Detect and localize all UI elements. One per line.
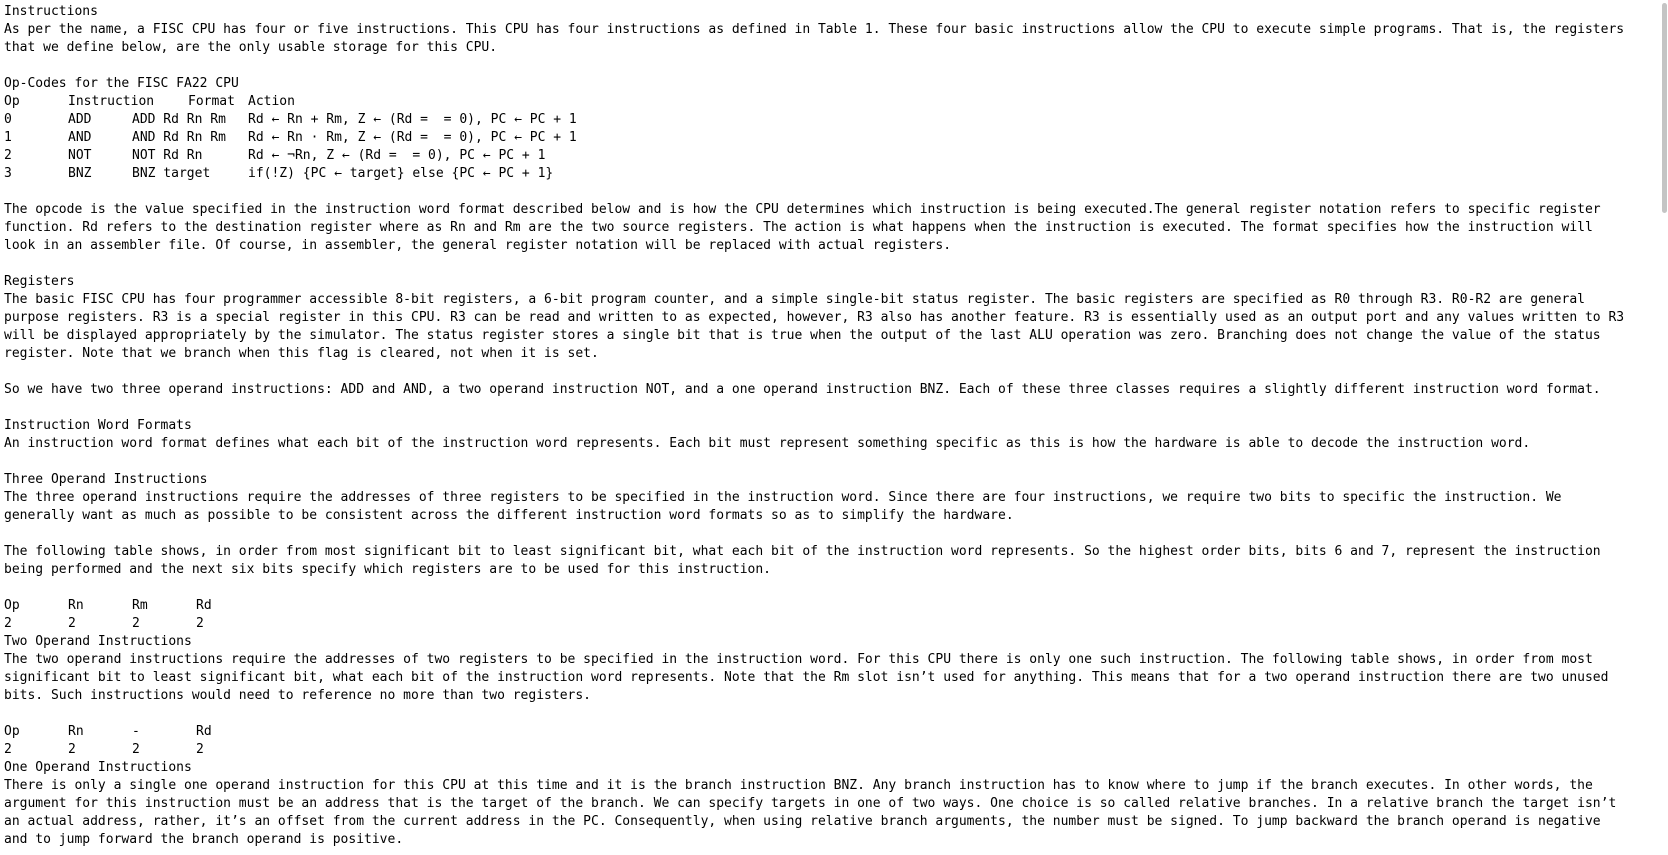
opcode-table-header xyxy=(4,93,1652,111)
blank-line xyxy=(4,255,1652,273)
blank-line xyxy=(4,183,1652,201)
opcode-paragraph-line-2: function. Rd refers to the destination register where as Rn and Rm are the two source registers. The action is what happens when the instruction is executed. The format specifies how the instruction will xyxy=(4,220,1593,235)
opcode-cell-op: 0 xyxy=(4,112,12,127)
opcode-cell-action: if(!Z) {PC ← target} else {PC ← PC + 1} xyxy=(248,166,554,181)
opcode-header-action: Action xyxy=(248,94,295,109)
format-field: - xyxy=(132,724,140,739)
blank-line xyxy=(4,579,1652,597)
three-operand-format-table xyxy=(4,597,1652,633)
format-fields-row xyxy=(4,597,1652,615)
opcode-cell-op: 2 xyxy=(4,148,12,163)
opcode-paragraph-line-1: The opcode is the value specified in the instruction word format described below and is how the CPU determines which instruction is being executed.The general register notation refers to specific register xyxy=(4,202,1601,217)
format-bits: 2 xyxy=(196,742,204,757)
intro-line-2: that we define below, are the only usable storage for this CPU. xyxy=(4,40,498,55)
blank-line xyxy=(4,399,1652,417)
opcode-paragraph-line-3: look in an assembler file. Of course, in assembler, the general register notation will be replaced with actual registers. xyxy=(4,238,952,253)
two-operand-line-2: significant bit to least significant bit, what each bit of the instruction word represents. Note that the Rm slot isn’t used for anything. This means that for a two operand instruction there are two unused xyxy=(4,670,1609,685)
heading-two-operand: Two Operand Instructions xyxy=(4,634,192,649)
opcode-header-instruction: Instruction xyxy=(68,94,155,109)
word-formats-line: An instruction word format defines what each bit of the instruction word represents. Each bit must represent something specific as this is how the hardware is able to decode the instruction word. xyxy=(4,436,1531,451)
opcode-header-format: Format xyxy=(188,94,235,109)
format-field: Rd xyxy=(196,598,212,613)
opcode-cell-format: AND Rd Rn Rm xyxy=(132,130,226,145)
blank-line xyxy=(4,705,1652,723)
heading-word-formats: Instruction Word Formats xyxy=(4,418,192,433)
heading-registers: Registers xyxy=(4,274,75,289)
format-bits: 2 xyxy=(4,616,12,631)
opcode-cell-instruction: ADD xyxy=(68,112,92,127)
blank-line xyxy=(4,453,1652,471)
opcode-cell-instruction: NOT xyxy=(68,148,92,163)
format-field: Rm xyxy=(132,598,148,613)
registers-line-3: will be displayed appropriately by the simulator. The status register stores a single bit that is true when the output of the last ALU operation was zero. Branching does not change the value of the status xyxy=(4,328,1601,343)
format-bits: 2 xyxy=(4,742,12,757)
two-operand-line-3: bits. Such instructions would need to reference no more than two registers. xyxy=(4,688,591,703)
opcode-cell-instruction: BNZ xyxy=(68,166,92,181)
format-bits: 2 xyxy=(196,616,204,631)
opcode-header-op: Op xyxy=(4,94,20,109)
opcode-cell-op: 3 xyxy=(4,166,12,181)
opcode-cell-format: ADD Rd Rn Rm xyxy=(132,112,226,127)
format-bits-row xyxy=(4,615,1652,633)
format-bits: 2 xyxy=(68,742,76,757)
three-operand-table-line-2: being performed and the next six bits specify which registers are to be used for this instruction. xyxy=(4,562,772,577)
two-operand-format-table xyxy=(4,723,1652,759)
scrollbar-thumb[interactable] xyxy=(1662,3,1667,213)
three-operand-table-line-1: The following table shows, in order from most significant bit to least significant bit, what each bit of the instruction word represents. So the highest order bits, bits 6 and 7, represent the instruction xyxy=(4,544,1601,559)
blank-line xyxy=(4,363,1652,381)
format-field: Op xyxy=(4,724,20,739)
heading-three-operand: Three Operand Instructions xyxy=(4,472,208,487)
format-bits: 2 xyxy=(68,616,76,631)
blank-line xyxy=(4,525,1652,543)
heading-one-operand: One Operand Instructions xyxy=(4,760,192,775)
opcode-cell-op: 1 xyxy=(4,130,12,145)
opcode-table-row xyxy=(4,147,1652,165)
format-bits-row xyxy=(4,741,1652,759)
classes-line: So we have two three operand instructions: ADD and AND, a two operand instruction NOT, and a one operand instruction BNZ. Each of these three classes requires a slightly different instruction word format. xyxy=(4,382,1601,397)
opcode-table-title: Op-Codes for the FISC FA22 CPU xyxy=(4,76,239,91)
opcode-cell-format: BNZ target xyxy=(132,166,211,181)
opcode-cell-action: Rd ← Rn + Rm, Z ← (Rd = = 0), PC ← PC + 1 xyxy=(248,112,577,127)
opcode-cell-format: NOT Rd Rn xyxy=(132,148,203,163)
intro-line-1: As per the name, a FISC CPU has four or five instructions. This CPU has four instructions as defined in Table 1. These four basic instructions allow the CPU to execute simple programs. That is, the registers xyxy=(4,22,1625,37)
format-bits: 2 xyxy=(132,742,140,757)
registers-line-2: purpose registers. R3 is a special register in this CPU. R3 can be read and written to as expected, however, R3 also has another feature. R3 is essentially used as an output port and any values written to R3 xyxy=(4,310,1625,325)
document-text xyxy=(4,3,1652,849)
format-field: Rn xyxy=(68,724,84,739)
one-operand-line-1: There is only a single one operand instruction for this CPU at this time and it is the branch instruction BNZ. Any branch instruction has to know where to jump if the branch executes. In other words, the xyxy=(4,778,1593,793)
two-operand-line-1: The two operand instructions require the addresses of two registers to be specified in the instruction word. For this CPU there is only one such instruction. The following table shows, in order from most xyxy=(4,652,1593,667)
opcode-table xyxy=(4,93,1652,183)
vertical-scrollbar[interactable] xyxy=(1658,0,1668,855)
three-operand-line-2: generally want as much as possible to be consistent across the different instruction word formats so as to simplify the hardware. xyxy=(4,508,1014,523)
opcode-cell-instruction: AND xyxy=(68,130,92,145)
three-operand-line-1: The three operand instructions require the addresses of three registers to be specified in the instruction word. Since there are four instructions, we require two bits to specific the instruction. We xyxy=(4,490,1562,505)
opcode-table-row xyxy=(4,129,1652,147)
registers-line-4: register. Note that we branch when this flag is cleared, not when it is set. xyxy=(4,346,599,361)
registers-line-1: The basic FISC CPU has four programmer accessible 8-bit registers, a 6-bit program counter, and a simple single-bit status register. The basic registers are specified as R0 through R3. R0-R2 are general xyxy=(4,292,1585,307)
format-field: Op xyxy=(4,598,20,613)
format-field: Rn xyxy=(68,598,84,613)
opcode-table-row xyxy=(4,111,1652,129)
one-operand-line-2: argument for this instruction must be an address that is the target of the branch. We can specify targets in one of two ways. One choice is so called relative branches. In a relative branch the target isn’t xyxy=(4,796,1617,811)
blank-line xyxy=(4,57,1652,75)
one-operand-line-3: an actual address, rather, it’s an offset from the current address in the PC. Consequently, when using relative branch arguments, the number must be signed. To jump backward the branch operand is negative xyxy=(4,814,1601,829)
format-field: Rd xyxy=(196,724,212,739)
format-bits: 2 xyxy=(132,616,140,631)
one-operand-line-4: and to jump forward the branch operand is positive. xyxy=(4,832,404,847)
heading-instructions: Instructions xyxy=(4,4,98,19)
opcode-cell-action: Rd ← Rn · Rm, Z ← (Rd = = 0), PC ← PC + 1 xyxy=(248,130,577,145)
opcode-cell-action: Rd ← ¬Rn, Z ← (Rd = = 0), PC ← PC + 1 xyxy=(248,148,546,163)
opcode-table-row xyxy=(4,165,1652,183)
format-fields-row xyxy=(4,723,1652,741)
